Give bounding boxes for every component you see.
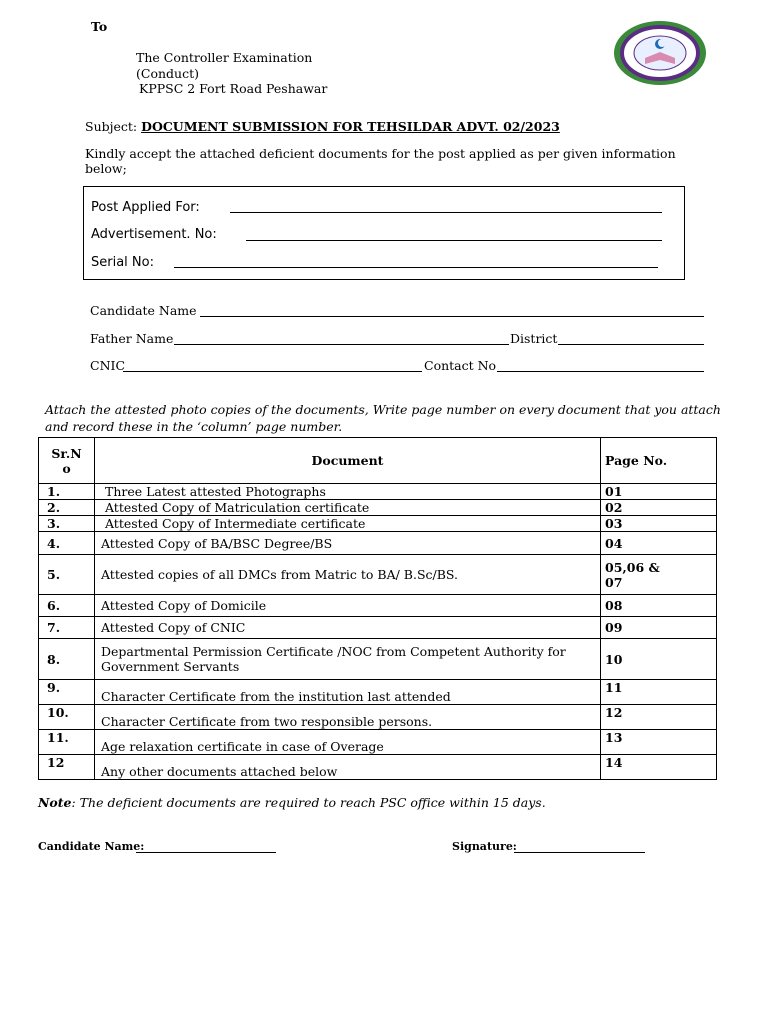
candidate-name-label: Candidate Name [90, 303, 197, 318]
row-page[interactable]: 03 [601, 516, 717, 532]
serial-field[interactable] [174, 267, 658, 268]
row-page-b: 07 [605, 574, 623, 590]
row-sr: 12 [39, 755, 95, 780]
row-doc: Attested Copy of Intermediate certificate [95, 516, 601, 532]
row-sr: 7. [39, 617, 95, 639]
row-doc: Character Certificate from two responsible persons. [95, 705, 601, 730]
row-doc: Attested copies of all DMCs from Matric to BA/ B.Sc/BS. [95, 555, 601, 595]
district-field[interactable] [558, 344, 704, 345]
row-page[interactable]: 11 [601, 680, 717, 705]
header-srno [39, 438, 95, 484]
row-page[interactable]: 12 [601, 705, 717, 730]
row-page[interactable]: 04 [601, 532, 717, 555]
instruction-line-1: Attach the attested photo copies of the documents, Write page number on every document that you attach [45, 402, 721, 417]
kppsc-logo [612, 20, 708, 86]
row-sr: 3. [39, 516, 95, 532]
table-row [39, 516, 717, 532]
intro-line-1: Kindly accept the attached deficient documents for the post applied as per given information [85, 146, 676, 161]
row-sr: 11. [39, 730, 95, 755]
row-page-a: 05,06 & [605, 559, 660, 575]
row-sr: 4. [39, 532, 95, 555]
row-page[interactable]: 10 [601, 639, 717, 680]
father-name-label: Father Name [90, 331, 174, 346]
row-page[interactable]: 13 [601, 730, 717, 755]
table-row [39, 755, 717, 780]
note-label: Note [38, 795, 72, 810]
row-sr: 1. [39, 484, 95, 500]
row-page[interactable]: 08 [601, 595, 717, 617]
subject-label: Subject: [85, 119, 138, 134]
header-document: Document [95, 438, 601, 484]
row-doc: Any other documents attached below [95, 755, 601, 780]
table-row [39, 617, 717, 639]
address-line-1: The Controller Examination [136, 50, 313, 65]
father-name-field[interactable] [174, 344, 509, 345]
row-doc-b: Government Servants [101, 659, 240, 674]
row-sr: 9. [39, 680, 95, 705]
to-label: To [91, 19, 108, 34]
table-row [39, 639, 717, 680]
row-page[interactable]: 09 [601, 617, 717, 639]
row-doc: Attested Copy of Matriculation certificate [95, 500, 601, 516]
table-row [39, 500, 717, 516]
header-page: Page No. [601, 438, 717, 484]
row-sr: 6. [39, 595, 95, 617]
row-doc [95, 639, 601, 680]
table-row [39, 555, 717, 595]
header-srno-b: o [62, 460, 71, 476]
note-text: : The deficient documents are required to reach PSC office within 15 days. [71, 795, 546, 810]
row-doc: Three Latest attested Photographs [95, 484, 601, 500]
advertisement-label: Advertisement. No: [91, 227, 217, 242]
row-doc: Attested Copy of CNIC [95, 617, 601, 639]
post-info-box [83, 186, 685, 280]
subject-text: DOCUMENT SUBMISSION FOR TEHSILDAR ADVT. 02/2023 [141, 119, 560, 134]
row-sr: 2. [39, 500, 95, 516]
note [38, 795, 546, 810]
row-doc-a: Departmental Permission Certificate /NOC from Competent Authority for [101, 644, 566, 659]
address-line-2: (Conduct) [136, 66, 199, 81]
row-sr: 8. [39, 639, 95, 680]
cnic-field[interactable] [123, 371, 422, 372]
contact-label: Contact No [424, 358, 497, 373]
subject [85, 119, 560, 134]
row-doc: Attested Copy of BA/BSC Degree/BS [95, 532, 601, 555]
table-row [39, 484, 717, 500]
footer-name-label: Candidate Name: [38, 840, 145, 853]
cnic-label: CNIC [90, 358, 126, 373]
row-doc: Attested Copy of Domicile [95, 595, 601, 617]
advertisement-field[interactable] [246, 240, 662, 241]
post-applied-label: Post Applied For: [91, 200, 200, 215]
table-row [39, 680, 717, 705]
instruction-line-2: and record these in the ‘column’ page number. [45, 419, 343, 434]
footer-signature-label: Signature: [452, 840, 517, 853]
post-applied-field[interactable] [230, 212, 662, 213]
table-row [39, 595, 717, 617]
row-page[interactable]: 02 [601, 500, 717, 516]
intro-line-2: below; [85, 161, 127, 176]
row-page[interactable]: 14 [601, 755, 717, 780]
address-line-3: KPPSC 2 Fort Road Peshawar [139, 81, 328, 96]
header-srno-a: Sr.N [51, 445, 82, 461]
row-doc: Age relaxation certificate in case of Overage [95, 730, 601, 755]
table-row [39, 730, 717, 755]
documents-table [38, 437, 717, 780]
contact-field[interactable] [497, 371, 704, 372]
row-page[interactable] [601, 555, 717, 595]
table-row [39, 705, 717, 730]
district-label: District [510, 331, 558, 346]
candidate-name-field[interactable] [200, 316, 704, 317]
row-sr: 10. [39, 705, 95, 730]
row-sr: 5. [39, 555, 95, 595]
table-header-row [39, 438, 717, 484]
row-doc: Character Certificate from the institution last attended [95, 680, 601, 705]
footer-name-field[interactable] [136, 852, 276, 853]
table-row [39, 532, 717, 555]
row-page[interactable]: 01 [601, 484, 717, 500]
serial-label: Serial No: [91, 255, 154, 270]
footer-signature-field[interactable] [514, 852, 645, 853]
